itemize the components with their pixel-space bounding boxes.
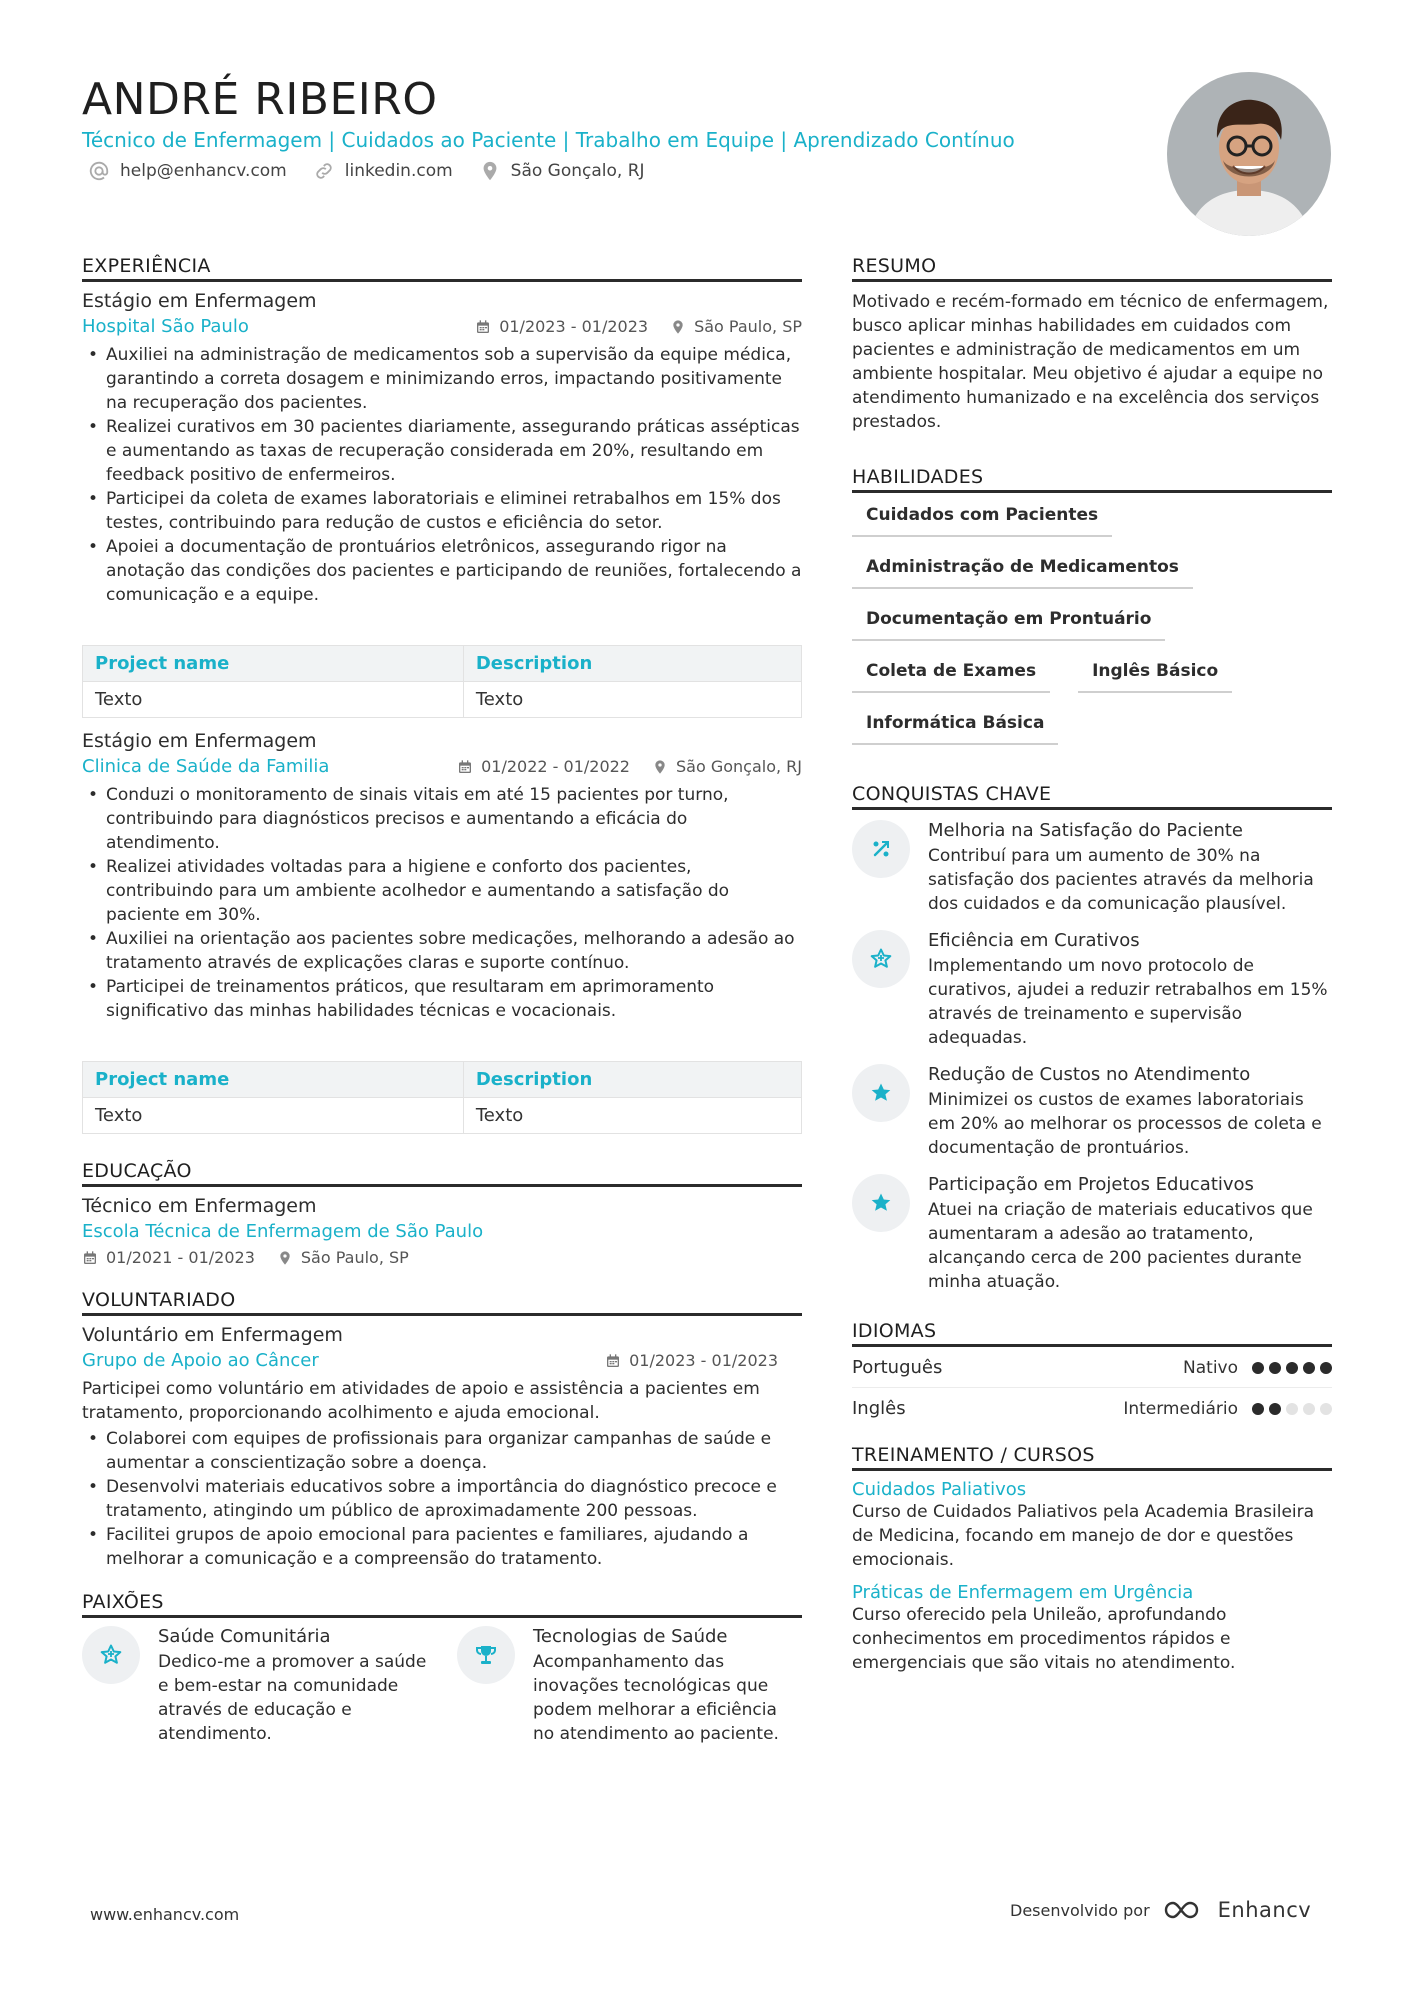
list-item: • Participei da coleta de exames laboratoriais e eliminei retrabalhos em 15% dos testes, contribuindo para redução de custos e eficiência do setor. xyxy=(82,487,802,535)
achievement-item xyxy=(852,1064,1332,1160)
education-entry xyxy=(82,1195,802,1267)
passion-title: Saúde Comunitária xyxy=(158,1626,331,1647)
proficiency-dot xyxy=(1320,1403,1332,1415)
table-cell: Texto xyxy=(463,1098,801,1134)
proficiency-dot xyxy=(1303,1403,1315,1415)
powered-by-text: Desenvolvido por xyxy=(1010,1900,1150,1920)
skill-tag: Documentação em Prontuário xyxy=(852,609,1165,641)
percent-icon xyxy=(869,837,893,861)
proficiency-dot xyxy=(1286,1362,1298,1374)
at-icon xyxy=(88,160,110,182)
skill-tag: Informática Básica xyxy=(852,713,1058,745)
job-title: Estágio em Enfermagem xyxy=(82,290,317,312)
courses-list xyxy=(852,1479,1332,1675)
achievements-heading: CONQUISTAS CHAVE xyxy=(852,783,1332,810)
proficiency-dot xyxy=(1269,1403,1281,1415)
enhancv-logo-icon xyxy=(1162,1898,1206,1922)
job-location: São Paulo, SP xyxy=(694,317,802,336)
star-icon xyxy=(869,1191,893,1215)
experience-entry xyxy=(82,730,802,1134)
education-location: São Paulo, SP xyxy=(300,1248,409,1267)
list-item: • Desenvolvi materiais educativos sobre a importância do diagnóstico precoce e tratamento, atingindo um público de aproximadamente 200 pessoas. xyxy=(82,1475,802,1523)
proficiency-dot xyxy=(1269,1362,1281,1374)
contact-location xyxy=(479,160,645,182)
email-text: help@enhancv.com xyxy=(120,161,287,181)
map-pin-icon xyxy=(479,160,501,182)
list-item: • Participei de treinamentos práticos, que resultaram em aprimoramento significativo das minhas habilidades técnicas e vocacionais. xyxy=(82,975,802,1023)
proficiency-dot xyxy=(1320,1362,1332,1374)
skills-heading: HABILIDADES xyxy=(852,466,1332,493)
passions-heading: PAIXÕES xyxy=(82,1591,802,1618)
achievement-title: Redução de Custos no Atendimento xyxy=(928,1064,1251,1085)
achievement-desc: Minimizei os custos de exames laboratoriais em 20% ao melhorar os processos de coleta e documentação de prontuários. xyxy=(928,1090,1322,1158)
job-dates: 01/2022 - 01/2022 xyxy=(481,757,630,776)
passion-title: Tecnologias de Saúde xyxy=(533,1626,728,1647)
volunteer-org[interactable]: Grupo de Apoio ao Câncer xyxy=(82,1350,319,1371)
volunteer-summary: Participei como voluntário em atividades de apoio e assistência a pacientes em tratamento, proporcionando acolhimento e ajuda emocional. xyxy=(82,1379,760,1423)
school-name[interactable]: Escola Técnica de Enfermagem de São Paulo xyxy=(82,1221,484,1242)
contact-linkedin[interactable] xyxy=(313,160,453,182)
star-outline-icon xyxy=(869,947,893,971)
list-item: • Colaborei com equipes de profissionais para organizar campanhas de saúde e aumentar a conscientização sobre a doença. xyxy=(82,1427,802,1475)
job-location: São Gonçalo, RJ xyxy=(675,757,802,776)
language-level: Intermediário xyxy=(1123,1398,1238,1419)
courses-heading: TREINAMENTO / CURSOS xyxy=(852,1444,1332,1471)
achievement-title: Eficiência em Curativos xyxy=(928,930,1140,951)
achievement-item xyxy=(852,930,1332,1050)
list-item: • Realizei curativos em 30 pacientes diariamente, assegurando práticas assépticas e aumentando as taxas de recuperação considerada em 20%, resultando em feedback positivo de enfermeiros. xyxy=(82,415,802,487)
course-desc: Curso oferecido pela Unileão, aprofundando conhecimentos em procedimentos rápidos e emergenciais que são vitais no atendimento. xyxy=(852,1605,1236,1673)
footer-site[interactable]: www.enhancv.com xyxy=(90,1905,240,1924)
volunteer-role: Voluntário em Enfermagem xyxy=(82,1324,343,1346)
contact-email[interactable] xyxy=(88,160,287,182)
proficiency-dots xyxy=(1252,1362,1332,1374)
achievements-list xyxy=(852,820,1332,1294)
skill-tag: Cuidados com Pacientes xyxy=(852,505,1112,537)
table-cell: Texto xyxy=(83,1098,464,1134)
linkedin-text: linkedin.com xyxy=(344,161,453,181)
passion-desc: Acompanhamento das inovações tecnológicas que podem melhorar a eficiência no atendimento ao paciente. xyxy=(533,1652,779,1744)
project-table xyxy=(82,1061,802,1134)
brand-name: Enhancv xyxy=(1217,1898,1312,1922)
volunteer-entry xyxy=(82,1324,802,1571)
achievement-desc: Contribuí para um aumento de 30% na satisfação dos pacientes através da melhoria dos cuidados e da comunicação plausível. xyxy=(928,846,1314,914)
map-pin-icon xyxy=(670,319,686,335)
map-pin-icon xyxy=(652,759,668,775)
star-icon xyxy=(869,1081,893,1105)
list-item: • Auxiliei na administração de medicamentos sob a supervisão da equipe médica, garantindo a correta dosagem e minimizando erros, impactando positivamente na recuperação dos pacientes. xyxy=(82,343,802,415)
degree-title: Técnico em Enfermagem xyxy=(82,1195,317,1217)
achievement-desc: Implementando um novo protocolo de curativos, ajudei a reduzir retrabalhos em 15% através de treinamento e supervisão adequadas. xyxy=(928,956,1328,1048)
calendar-icon xyxy=(82,1250,98,1266)
footer-brand[interactable] xyxy=(1010,1898,1311,1922)
languages-heading: IDIOMAS xyxy=(852,1320,1332,1347)
course-title[interactable]: Cuidados Paliativos xyxy=(852,1479,1027,1500)
proficiency-dots xyxy=(1252,1403,1332,1415)
right-column xyxy=(852,255,1332,1675)
star-outline-icon xyxy=(99,1643,123,1667)
achievement-title: Participação em Projetos Educativos xyxy=(928,1174,1254,1195)
languages-list xyxy=(852,1347,1332,1428)
language-row xyxy=(852,1347,1332,1388)
candidate-name: ANDRÉ RIBEIRO xyxy=(82,74,438,125)
language-name: Inglês xyxy=(852,1398,906,1419)
profile-photo xyxy=(1167,72,1331,236)
skill-tag: Coleta de Exames xyxy=(852,661,1050,693)
course-desc: Curso de Cuidados Paliativos pela Academia Brasileira de Medicina, focando em manejo de dor e questões emocionais. xyxy=(852,1502,1315,1570)
volunteer-heading: VOLUNTARIADO xyxy=(82,1289,802,1316)
headline: Técnico de Enfermagem | Cuidados ao Paciente | Trabalho em Equipe | Aprendizado Contínuo xyxy=(82,128,1015,152)
experience-heading: EXPERIÊNCIA xyxy=(82,255,802,282)
table-header: Description xyxy=(463,646,801,682)
summary-heading: RESUMO xyxy=(852,255,1332,282)
achievement-item xyxy=(852,1174,1332,1294)
volunteer-bullets xyxy=(82,1427,802,1571)
proficiency-dot xyxy=(1252,1403,1264,1415)
contact-row xyxy=(88,160,645,182)
passion-item xyxy=(457,1626,802,1746)
list-item: • Apoiei a documentação de prontuários eletrônicos, assegurando rigor na anotação das condições dos pacientes e participando de reuniões, fortalecendo a comunicação e a equipe. xyxy=(82,535,802,607)
job-title: Estágio em Enfermagem xyxy=(82,730,317,752)
job-bullets xyxy=(82,783,802,1023)
skills-list xyxy=(852,505,1332,745)
job-bullets xyxy=(82,343,802,607)
calendar-icon xyxy=(475,319,491,335)
table-header: Project name xyxy=(83,646,464,682)
passion-item xyxy=(82,1626,427,1746)
education-heading: EDUCAÇÃO xyxy=(82,1160,802,1187)
language-name: Português xyxy=(852,1357,943,1378)
skill-tag: Inglês Básico xyxy=(1078,661,1232,693)
job-dates: 01/2023 - 01/2023 xyxy=(499,317,649,336)
course-item xyxy=(852,1582,1332,1675)
table-header: Description xyxy=(463,1062,801,1098)
language-row xyxy=(852,1388,1332,1428)
education-dates: 01/2021 - 01/2023 xyxy=(106,1248,255,1267)
summary-text: Motivado e recém-formado em técnico de enfermagem, busco aplicar minhas habilidades em cuidados com pacientes e administração de medicamentos em um ambiente hospitalar. Meu objetivo é ajudar a equipe no atendimento humanizado e na excelência dos serviços prestados. xyxy=(852,292,1329,432)
volunteer-dates: 01/2023 - 01/2023 xyxy=(629,1351,778,1370)
company-name[interactable]: Clinica de Saúde da Familia xyxy=(82,756,330,777)
project-table xyxy=(82,645,802,718)
achievement-desc: Atuei na criação de materiais educativos que aumentaram a adesão ao tratamento, alcançando cerca de 200 pacientes durante minha atuação. xyxy=(928,1200,1313,1292)
passion-desc: Dedico-me a promover a saúde e bem-estar na comunidade através de educação e atendimento. xyxy=(158,1652,427,1744)
list-item: • Facilitei grupos de apoio emocional para pacientes e familiares, ajudando a melhorar a comunicação e a compreensão do tratamento. xyxy=(82,1523,802,1571)
trophy-icon xyxy=(474,1643,498,1667)
passions-list xyxy=(82,1626,802,1746)
table-header: Project name xyxy=(83,1062,464,1098)
table-cell: Texto xyxy=(83,682,464,718)
company-name[interactable]: Hospital São Paulo xyxy=(82,316,249,337)
proficiency-dot xyxy=(1286,1403,1298,1415)
course-title[interactable]: Práticas de Enfermagem em Urgência xyxy=(852,1582,1194,1603)
proficiency-dot xyxy=(1303,1362,1315,1374)
list-item: • Realizei atividades voltadas para a higiene e conforto dos pacientes, contribuindo para um ambiente acolhedor e aumentando a satisfação do paciente em 30%. xyxy=(82,855,802,927)
list-item: • Auxiliei na orientação aos pacientes sobre medicações, melhorando a adesão ao tratamento através de explicações claras e suporte contínuo. xyxy=(82,927,802,975)
proficiency-dot xyxy=(1252,1362,1264,1374)
experience-entry xyxy=(82,290,802,718)
course-item xyxy=(852,1479,1332,1572)
link-icon xyxy=(313,160,335,182)
location-text: São Gonçalo, RJ xyxy=(510,161,645,181)
achievement-item xyxy=(852,820,1332,916)
achievement-title: Melhoria na Satisfação do Paciente xyxy=(928,820,1244,841)
map-pin-icon xyxy=(277,1250,293,1266)
calendar-icon xyxy=(457,759,473,775)
left-column xyxy=(82,255,802,1746)
table-cell: Texto xyxy=(463,682,801,718)
calendar-icon xyxy=(605,1353,621,1369)
language-level: Nativo xyxy=(1183,1357,1238,1378)
list-item: • Conduzi o monitoramento de sinais vitais em até 15 pacientes por turno, contribuindo para diagnósticos precisos e aumentando a eficácia do atendimento. xyxy=(82,783,802,855)
skill-tag: Administração de Medicamentos xyxy=(852,557,1193,589)
